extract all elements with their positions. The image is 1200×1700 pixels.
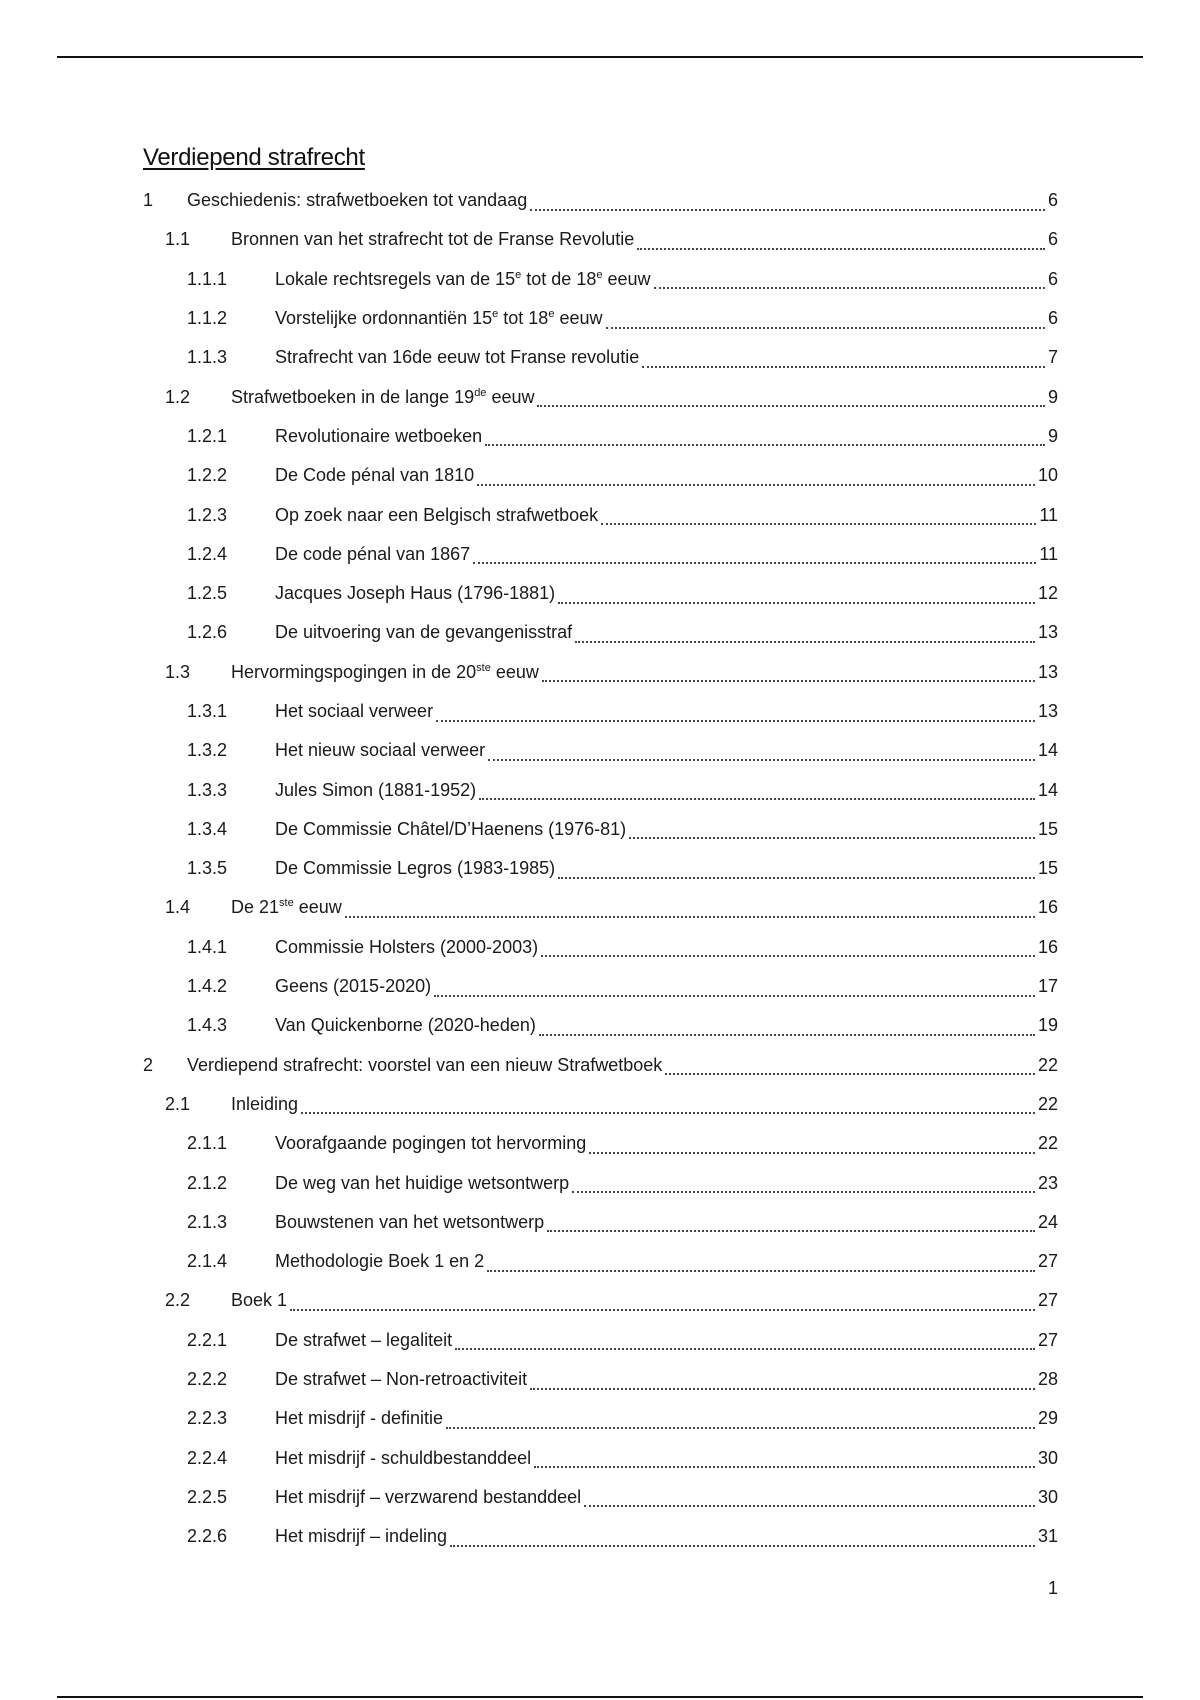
toc-dot-leader bbox=[572, 1169, 1035, 1193]
toc-entry-page: 16 bbox=[1037, 897, 1058, 918]
toc-entry-number: 1.2 bbox=[165, 386, 191, 407]
toc-entry[interactable] bbox=[143, 613, 1058, 652]
toc-dot-leader bbox=[575, 619, 1035, 643]
toc-entry[interactable] bbox=[143, 377, 1058, 416]
toc-entry-number: 2.2.6 bbox=[187, 1526, 228, 1547]
toc-entry-title: Boek 1 bbox=[231, 1290, 288, 1311]
toc-entry[interactable] bbox=[143, 338, 1058, 377]
toc-dot-leader bbox=[601, 501, 1036, 525]
toc-entry-title: Commissie Holsters (2000-2003) bbox=[275, 936, 539, 957]
toc-entry-title: Lokale rechtsregels van de 15e tot de 18e eeuw bbox=[275, 268, 651, 289]
toc-entry[interactable] bbox=[143, 1439, 1058, 1478]
toc-dot-leader bbox=[479, 776, 1035, 800]
toc-entry-page: 6 bbox=[1047, 190, 1058, 211]
toc-dot-leader bbox=[290, 1287, 1035, 1311]
toc-entry-title: Jacques Joseph Haus (1796-1881) bbox=[275, 583, 556, 604]
toc-entry[interactable] bbox=[143, 810, 1058, 849]
table-of-contents bbox=[143, 181, 1058, 1556]
toc-dot-leader bbox=[629, 815, 1035, 839]
toc-entry[interactable] bbox=[143, 653, 1058, 692]
toc-entry-page: 24 bbox=[1037, 1211, 1058, 1232]
toc-entry-page: 27 bbox=[1037, 1329, 1058, 1350]
toc-entry-number: 1 bbox=[143, 190, 154, 211]
toc-entry-title: Geschiedenis: strafwetboeken tot vandaag bbox=[187, 190, 528, 211]
toc-entry-page: 22 bbox=[1037, 1054, 1058, 1075]
toc-entry-page: 6 bbox=[1047, 229, 1058, 250]
toc-entry-number: 2.1.1 bbox=[187, 1133, 228, 1154]
toc-dot-leader bbox=[539, 1012, 1035, 1036]
toc-entry-title: De strafwet – Non-retroactiviteit bbox=[275, 1369, 528, 1390]
toc-dot-leader bbox=[637, 226, 1045, 250]
toc-entry[interactable] bbox=[143, 849, 1058, 888]
toc-entry-title: De weg van het huidige wetsontwerp bbox=[275, 1172, 570, 1193]
toc-dot-leader bbox=[485, 422, 1045, 446]
toc-entry-page: 14 bbox=[1037, 779, 1058, 800]
toc-entry[interactable] bbox=[143, 495, 1058, 534]
toc-entry-number: 2.2.4 bbox=[187, 1447, 228, 1468]
toc-entry-title: Het misdrijf - schuldbestanddeel bbox=[275, 1447, 532, 1468]
toc-entry-title: De 21ste eeuw bbox=[231, 897, 342, 918]
toc-entry-title: Vorstelijke ordonnantiën 15e tot 18e eeuw bbox=[275, 308, 603, 329]
toc-dot-leader bbox=[436, 698, 1035, 722]
toc-entry[interactable] bbox=[143, 692, 1058, 731]
toc-dot-leader bbox=[488, 737, 1035, 761]
toc-dot-leader bbox=[589, 1130, 1035, 1154]
toc-entry[interactable] bbox=[143, 1203, 1058, 1242]
toc-entry-number: 1.3.2 bbox=[187, 740, 228, 761]
toc-entry[interactable] bbox=[143, 1478, 1058, 1517]
toc-entry-page: 14 bbox=[1037, 740, 1058, 761]
toc-entry-number: 2.2.5 bbox=[187, 1486, 228, 1507]
toc-entry-page: 13 bbox=[1037, 701, 1058, 721]
toc-entry-number: 2.1.4 bbox=[187, 1251, 228, 1272]
toc-dot-leader bbox=[642, 344, 1045, 368]
toc-entry-number: 1.3.3 bbox=[187, 779, 228, 800]
toc-entry[interactable] bbox=[143, 220, 1058, 259]
footer-rule bbox=[57, 1696, 1143, 1698]
toc-entry[interactable] bbox=[143, 181, 1058, 220]
toc-entry-number: 1.4 bbox=[165, 897, 191, 918]
toc-entry-page: 22 bbox=[1037, 1133, 1058, 1154]
toc-dot-leader bbox=[537, 383, 1045, 407]
toc-entry-title: Hervormingspogingen in de 20ste eeuw bbox=[231, 661, 539, 682]
document-title: Verdiepend strafrecht bbox=[143, 144, 365, 171]
toc-entry-title: De strafwet – legaliteit bbox=[275, 1329, 453, 1350]
toc-dot-leader bbox=[455, 1326, 1035, 1350]
toc-entry-page: 9 bbox=[1047, 386, 1058, 407]
toc-dot-leader bbox=[547, 1208, 1035, 1232]
toc-dot-leader bbox=[542, 658, 1035, 682]
toc-entry-number: 1.2.4 bbox=[187, 543, 228, 564]
toc-dot-leader bbox=[530, 1366, 1035, 1390]
toc-dot-leader bbox=[534, 1444, 1035, 1468]
toc-entry[interactable] bbox=[143, 1360, 1058, 1399]
toc-entry-page: 13 bbox=[1037, 622, 1058, 643]
toc-dot-leader bbox=[487, 1248, 1035, 1272]
toc-entry-title: Het misdrijf – verzwarend bestanddeel bbox=[275, 1486, 582, 1507]
toc-entry-number: 1.1 bbox=[165, 229, 191, 250]
toc-dot-leader bbox=[665, 1051, 1035, 1075]
toc-entry-page: 11 bbox=[1039, 504, 1058, 525]
toc-entry-number: 2.1.2 bbox=[187, 1172, 228, 1193]
toc-entry-page: 27 bbox=[1037, 1251, 1058, 1272]
toc-entry-page: 31 bbox=[1037, 1526, 1058, 1547]
toc-entry-number: 1.2.5 bbox=[187, 583, 228, 604]
toc-entry-number: 2 bbox=[143, 1054, 154, 1075]
toc-entry-page: 6 bbox=[1047, 268, 1058, 289]
toc-entry[interactable] bbox=[143, 260, 1058, 299]
toc-entry-number: 2.2 bbox=[165, 1290, 191, 1311]
toc-entry-title: Methodologie Boek 1 en 2 bbox=[275, 1251, 485, 1272]
toc-dot-leader bbox=[477, 462, 1035, 486]
toc-entry-page: 28 bbox=[1037, 1369, 1058, 1390]
toc-entry-page: 9 bbox=[1047, 425, 1058, 446]
toc-entry-page: 15 bbox=[1037, 818, 1058, 839]
toc-entry-title: Jules Simon (1881-1952) bbox=[275, 779, 477, 800]
toc-entry-number: 2.2.2 bbox=[187, 1369, 228, 1390]
toc-entry[interactable] bbox=[143, 731, 1058, 770]
toc-entry[interactable] bbox=[143, 928, 1058, 967]
toc-entry-title: Verdiepend strafrecht: voorstel van een nieuw Strafwetboek bbox=[187, 1054, 663, 1075]
toc-entry-page: 11 bbox=[1039, 543, 1058, 564]
toc-entry[interactable] bbox=[143, 1006, 1058, 1045]
toc-entry-number: 1.3.5 bbox=[187, 858, 228, 879]
toc-dot-leader bbox=[345, 894, 1035, 918]
toc-entry-title: Inleiding bbox=[231, 1093, 299, 1114]
toc-entry-page: 13 bbox=[1037, 661, 1058, 682]
toc-dot-leader bbox=[558, 580, 1035, 604]
toc-entry-page: 30 bbox=[1037, 1447, 1058, 1468]
toc-entry[interactable] bbox=[143, 535, 1058, 574]
toc-dot-leader bbox=[584, 1483, 1035, 1507]
toc-entry[interactable] bbox=[143, 417, 1058, 456]
toc-entry-number: 1.1.1 bbox=[187, 268, 228, 289]
toc-entry-page: 12 bbox=[1037, 583, 1058, 604]
toc-entry[interactable] bbox=[143, 770, 1058, 809]
toc-entry[interactable] bbox=[143, 1163, 1058, 1202]
toc-dot-leader bbox=[446, 1405, 1035, 1429]
toc-entry[interactable] bbox=[143, 1517, 1058, 1556]
toc-entry[interactable] bbox=[143, 967, 1058, 1006]
toc-entry-page: 29 bbox=[1037, 1408, 1058, 1429]
toc-entry-page: 30 bbox=[1037, 1486, 1058, 1507]
toc-entry[interactable] bbox=[143, 456, 1058, 495]
toc-entry-number: 2.2.1 bbox=[187, 1329, 228, 1350]
toc-entry-page: 23 bbox=[1037, 1172, 1058, 1193]
toc-entry-title: Het misdrijf – indeling bbox=[275, 1526, 448, 1547]
page-number: 1 bbox=[1047, 1578, 1058, 1598]
toc-entry[interactable] bbox=[143, 888, 1058, 927]
toc-entry[interactable] bbox=[143, 1281, 1058, 1320]
toc-entry-page: 17 bbox=[1037, 976, 1058, 997]
toc-entry[interactable] bbox=[143, 1085, 1058, 1124]
toc-entry-page: 19 bbox=[1037, 1015, 1058, 1036]
toc-dot-leader bbox=[558, 855, 1035, 879]
toc-entry-number: 1.1.2 bbox=[187, 308, 228, 329]
toc-entry-number: 1.2.3 bbox=[187, 504, 228, 525]
toc-entry-number: 2.1 bbox=[165, 1093, 191, 1114]
header-rule bbox=[57, 56, 1143, 58]
toc-dot-leader bbox=[434, 973, 1035, 997]
toc-entry-title: Van Quickenborne (2020-heden) bbox=[275, 1015, 536, 1036]
toc-entry-title: De code pénal van 1867 bbox=[275, 543, 471, 564]
toc-entry-number: 1.1.3 bbox=[187, 347, 228, 368]
toc-entry-number: 2.2.3 bbox=[187, 1408, 228, 1429]
toc-entry-page: 27 bbox=[1037, 1290, 1058, 1311]
toc-entry-title: De uitvoering van de gevangenisstraf bbox=[275, 622, 573, 643]
toc-entry-title: De Commissie Châtel/D’Haenens (1976-81) bbox=[275, 818, 627, 839]
toc-entry-page: 6 bbox=[1047, 308, 1058, 329]
toc-entry-number: 1.4.1 bbox=[187, 936, 228, 957]
toc-entry-number: 1.2.1 bbox=[187, 425, 228, 446]
toc-entry-page: 16 bbox=[1037, 936, 1058, 957]
toc-entry-title: Op zoek naar een Belgisch strafwetboek bbox=[275, 504, 599, 525]
toc-entry-page: 10 bbox=[1037, 465, 1058, 486]
toc-entry-title: De Commissie Legros (1983-1985) bbox=[275, 858, 556, 879]
toc-entry-title: Het misdrijf - definitie bbox=[275, 1408, 444, 1429]
toc-dot-leader bbox=[473, 540, 1036, 564]
toc-entry-number: 1.3.4 bbox=[187, 818, 228, 839]
toc-entry-number: 1.4.2 bbox=[187, 976, 228, 997]
toc-dot-leader bbox=[450, 1523, 1035, 1547]
toc-entry-number: 2.1.3 bbox=[187, 1211, 228, 1232]
toc-dot-leader bbox=[301, 1090, 1035, 1114]
toc-entry-number: 1.3.1 bbox=[187, 701, 228, 721]
toc-entry[interactable] bbox=[143, 1046, 1058, 1085]
toc-entry-title: Voorafgaande pogingen tot hervorming bbox=[275, 1133, 587, 1154]
toc-entry[interactable] bbox=[143, 1321, 1058, 1360]
toc-dot-leader bbox=[541, 933, 1035, 957]
toc-entry-title: Geens (2015-2020) bbox=[275, 976, 432, 997]
toc-entry[interactable] bbox=[143, 299, 1058, 338]
toc-dot-leader bbox=[530, 187, 1045, 211]
toc-entry[interactable] bbox=[143, 574, 1058, 613]
toc-entry-title: Bronnen van het strafrecht tot de Franse Revolutie bbox=[231, 229, 635, 250]
toc-dot-leader bbox=[654, 265, 1045, 289]
toc-entry-page: 22 bbox=[1037, 1093, 1058, 1114]
toc-entry-title: Bouwstenen van het wetsontwerp bbox=[275, 1211, 545, 1232]
toc-entry-number: 1.2.2 bbox=[187, 465, 228, 486]
toc-entry-title: Het nieuw sociaal verweer bbox=[275, 740, 486, 761]
toc-entry[interactable] bbox=[143, 1399, 1058, 1438]
toc-entry-title: De Code pénal van 1810 bbox=[275, 465, 475, 486]
toc-entry-number: 1.2.6 bbox=[187, 622, 228, 643]
toc-entry-title: Revolutionaire wetboeken bbox=[275, 425, 483, 446]
toc-entry-title: Strafwetboeken in de lange 19de eeuw bbox=[231, 386, 535, 407]
toc-entry[interactable] bbox=[143, 1124, 1058, 1163]
toc-entry-title: Strafrecht van 16de eeuw tot Franse revolutie bbox=[275, 347, 640, 368]
toc-entry-page: 15 bbox=[1037, 858, 1058, 879]
toc-entry-page: 7 bbox=[1047, 347, 1058, 368]
toc-entry-title: Het sociaal verweer bbox=[275, 701, 434, 721]
toc-entry-number: 1.4.3 bbox=[187, 1015, 228, 1036]
toc-entry-number: 1.3 bbox=[165, 661, 191, 682]
toc-dot-leader bbox=[606, 305, 1045, 329]
toc-entry[interactable] bbox=[143, 1242, 1058, 1281]
